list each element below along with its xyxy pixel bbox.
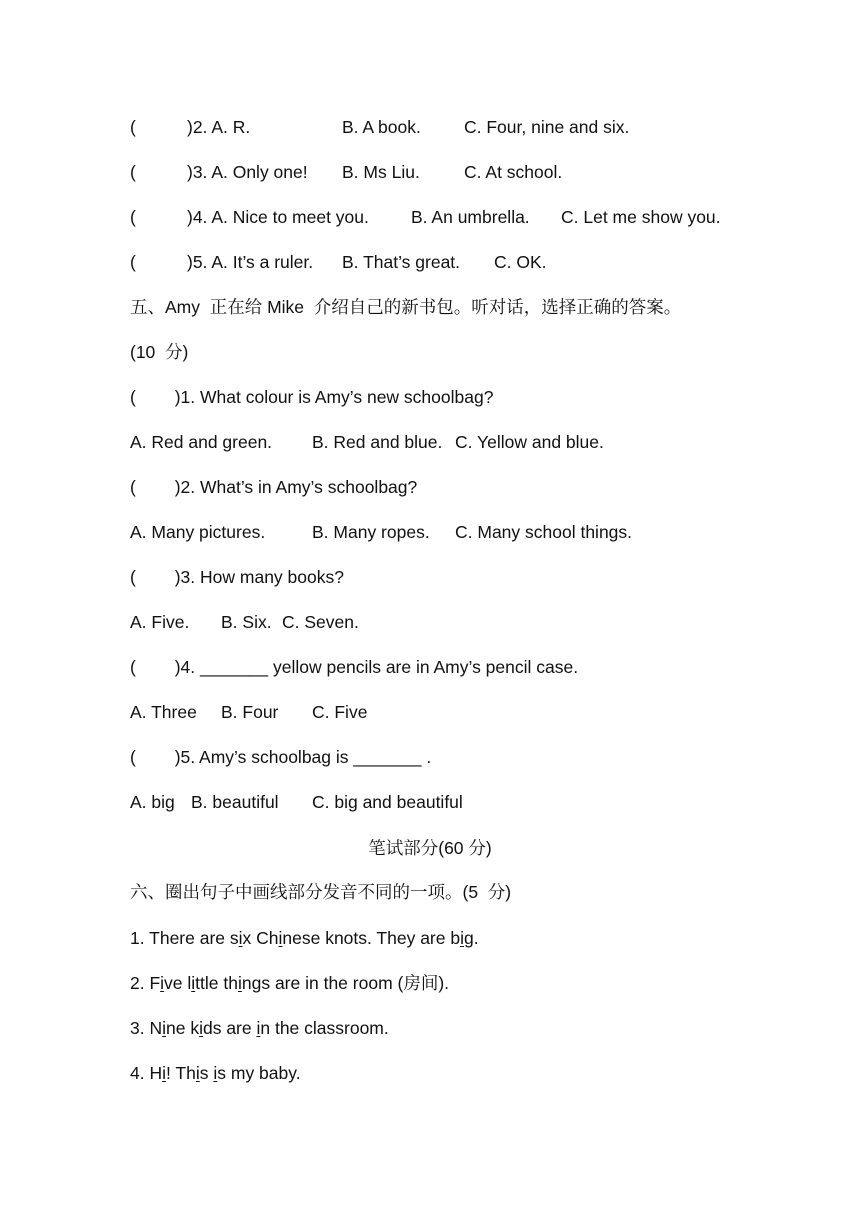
option-a: )2. A. R. (187, 117, 251, 137)
option-c: C. At school. (464, 162, 563, 182)
answer-paren[interactable]: ( (130, 162, 136, 182)
underlined-letter[interactable]: i (195, 1063, 200, 1083)
text-segment: n the classroom. (260, 1018, 389, 1038)
text-segment: 2. F (130, 973, 161, 993)
option-c: C. Let me show you. (561, 207, 721, 227)
underlined-letter[interactable]: i (238, 928, 243, 948)
underlined-letter[interactable]: i (162, 1063, 166, 1083)
text-segment: 1. There are s (130, 928, 239, 948)
text-segment: ne k (166, 1018, 200, 1038)
question-2: ( )2. What’s in Amy’s schoolbag? (130, 477, 418, 497)
text-segment: s my baby. (217, 1063, 301, 1083)
text-segment: 3. N (130, 1018, 163, 1038)
written-part-title: 笔试部分(60 分) (368, 838, 492, 858)
underlined-letter[interactable]: i (213, 1063, 218, 1083)
underlined-letter[interactable]: i (191, 973, 196, 993)
text-segment: ! Th (166, 1063, 196, 1083)
text-segment: ttle th (195, 973, 238, 993)
text-segment: x Ch (242, 928, 279, 948)
text-segment: 4. H (130, 1063, 163, 1083)
section5-points: (10 分) (130, 342, 189, 362)
question-5: ( )5. Amy’s schoolbag is _______ . (130, 747, 432, 767)
sentence-4 (130, 1063, 301, 1083)
underlined-letter[interactable]: i (256, 1018, 261, 1038)
option-b: B. Many ropes. (312, 522, 430, 542)
answer-paren[interactable]: ( (130, 117, 136, 137)
sentence-2 (130, 973, 449, 993)
underlined-letter[interactable]: i (278, 928, 283, 948)
sentence-3 (130, 1018, 389, 1038)
option-a: A. big (130, 792, 175, 812)
text-segment: g. (463, 928, 479, 948)
text-segment: nese knots. They are b (282, 928, 461, 948)
option-c: C. OK. (494, 252, 547, 272)
text-segment: ve l (164, 973, 192, 993)
option-c: C. Four, nine and six. (464, 117, 630, 137)
option-b: B. Red and blue. (312, 432, 443, 452)
text-segment: s (199, 1063, 214, 1083)
text-segment: ngs are in the room (房间). (241, 973, 450, 993)
option-c: C. Seven. (282, 612, 359, 632)
section6-heading: 六、圈出句子中画线部分发音不同的一项。(5 分) (130, 882, 512, 902)
underlined-letter[interactable]: i (460, 928, 464, 948)
underlined-letter[interactable]: i (160, 973, 165, 993)
sentence-1 (130, 928, 479, 948)
option-a: )3. A. Only one! (187, 162, 308, 182)
question-4: ( )4. _______ yellow pencils are in Amy’s pencil case. (130, 657, 579, 677)
underlined-letter[interactable]: i (199, 1018, 203, 1038)
option-b: B. An umbrella. (411, 207, 530, 227)
answer-paren[interactable]: ( (130, 252, 136, 272)
option-a: )5. A. It’s a ruler. (187, 252, 314, 272)
option-a: A. Many pictures. (130, 522, 266, 542)
option-c: C. Yellow and blue. (455, 432, 604, 452)
underlined-letter[interactable]: i (162, 1018, 166, 1038)
text-segment: ds are (202, 1018, 257, 1038)
option-b: B. A book. (342, 117, 421, 137)
option-b: B. Ms Liu. (342, 162, 420, 182)
answer-paren[interactable]: ( (130, 207, 136, 227)
option-b: B. Four (221, 702, 279, 722)
option-c: C. big and beautiful (312, 792, 463, 812)
option-a: A. Red and green. (130, 432, 273, 452)
question-3: ( )3. How many books? (130, 567, 344, 587)
option-a: A. Three (130, 702, 197, 722)
option-a: A. Five. (130, 612, 190, 632)
option-c: C. Five (312, 702, 368, 722)
option-b: B. That’s great. (342, 252, 461, 272)
option-a: )4. A. Nice to meet you. (187, 207, 369, 227)
section5-heading: 五、Amy 正在给 Mike 介绍自己的新书包。听对话，选择正确的答案。 (130, 297, 682, 317)
underlined-letter[interactable]: i (237, 973, 242, 993)
option-b: B. beautiful (191, 792, 279, 812)
option-b: B. Six. (221, 612, 272, 632)
question-1: ( )1. What colour is Amy’s new schoolbag? (130, 387, 494, 407)
option-c: C. Many school things. (455, 522, 633, 542)
